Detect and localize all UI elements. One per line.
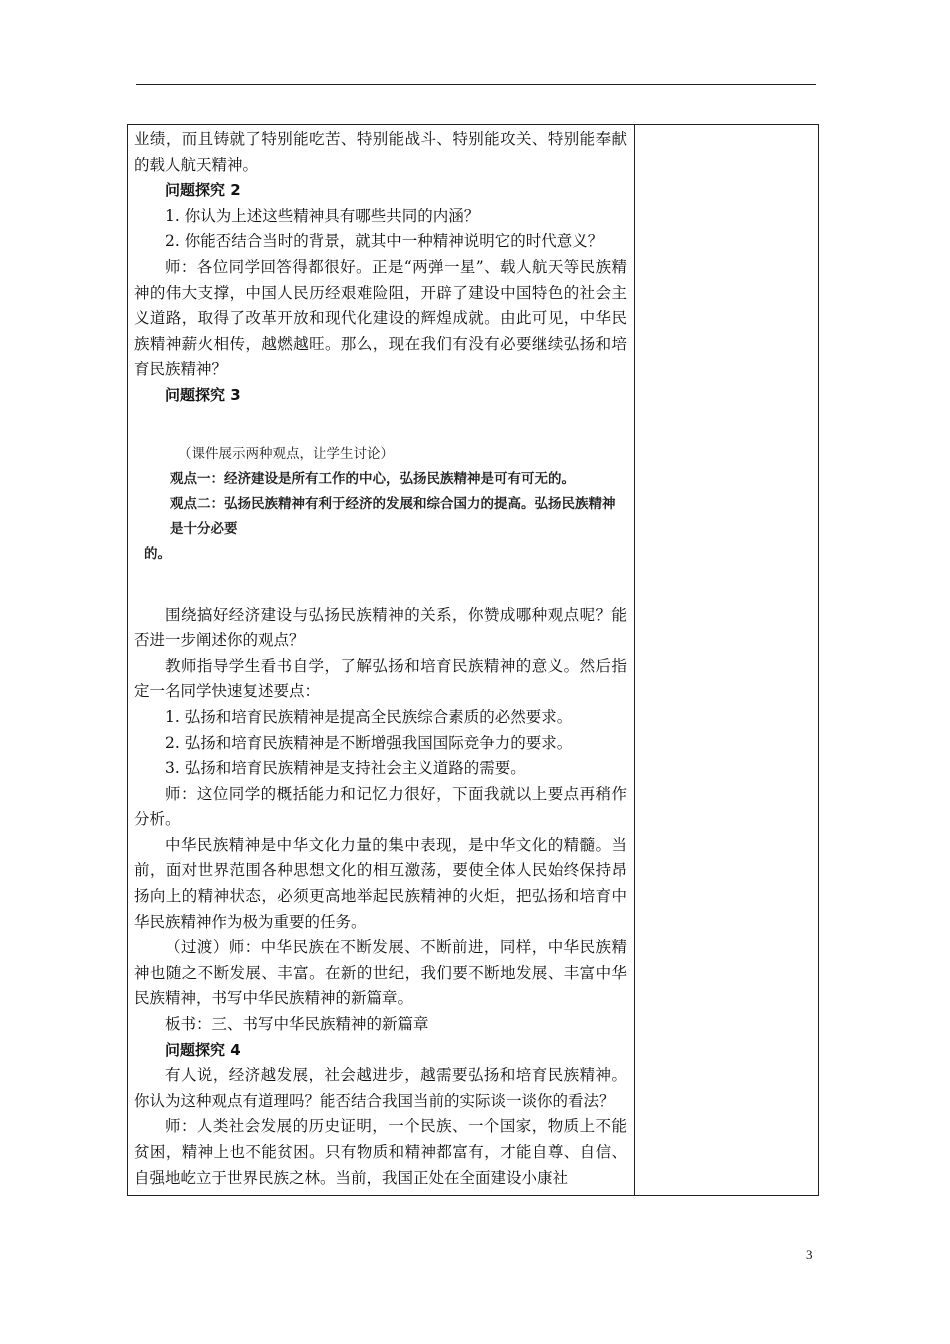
question-4: 有人说，经济越发展，社会越进步，越需要弘扬和培育民族精神。你认为这种观点有道理吗？能否结合我国当前的实际谈一谈你的看法？ (134, 1066, 627, 1110)
teacher-remark-2: 师：这位同学的概括能力和记忆力很好，下面我就以上要点再稍作分析。 (134, 784, 627, 829)
question-2-item-2: 2. 你能否结合当时的背景，就其中一种精神说明它的时代意义？ (165, 232, 604, 251)
slide-viewpoint-1: 观点一：经济建设是所有工作的中心，弘扬民族精神是可有可无的。 (170, 470, 575, 487)
spacer (134, 409, 627, 442)
question-2-item-1: 1. 你认为上述这些精神具有哪些共同的内涵？ (165, 206, 480, 225)
board-note: 板书：三、书写中华民族精神的新篇章 (165, 1015, 429, 1034)
transition-paragraph: （过渡）师：中华民族在不断发展、不断前进，同样，中华民族精神也随之不断发展、丰富。在新的世纪，我们要不断地发展、丰富中华民族精神，书写中华民族精神的新篇章。 (134, 938, 627, 1008)
heading-question-2: 问题探究 2 (165, 181, 241, 200)
column-divider (634, 125, 635, 1195)
slide-caption: （课件展示两种观点，让学生讨论） (178, 445, 394, 462)
page-number: 3 (806, 1247, 813, 1262)
key-point-3: 3. 弘扬和培育民族精神是支持社会主义道路的需要。 (165, 759, 526, 778)
key-point-1: 1. 弘扬和培育民族精神是提高全民族综合素质的必然要求。 (165, 707, 573, 726)
intro-paragraph: 业绩，而且铸就了特别能吃苦、特别能战斗、特别能攻关、特别能奉献的载人航天精神。 (134, 130, 627, 174)
teacher-remark-3: 师：人类社会发展的历史证明，一个民族、一个国家，物质上不能贫困，精神上也不能贫困。只有物质和精神都富有，才能自尊、自信、自强地屹立于世界民族之林。当前，我国正处在全面建设小康社 (134, 1117, 627, 1187)
discussion-prompt: 围绕搞好经济建设与弘扬民族精神的关系，你赞成哪种观点呢？能否进一步阐述你的观点？ (134, 605, 627, 650)
lesson-content-cell (128, 127, 634, 1191)
teacher-guidance: 教师指导学生看书自学，了解弘扬和培育民族精神的意义。然后指定一名同学快速复述要点： (134, 656, 627, 701)
spacer (134, 567, 627, 603)
analysis-paragraph: 中华民族精神是中华文化力量的集中表现，是中华文化的精髓。当前，面对世界范围各种思想文化的相互激荡，要使全体人民始终保持昂扬向上的精神状态，必须更高地举起民族精神的火炬，把弘扬和培育中华民族精神作为极为重要的任务。 (134, 835, 627, 931)
teacher-remark-1: 师：各位同学回答得都很好。正是“两弹一星”、载人航天等民族精神的伟大支撑，中国人民历经艰难险阻，开辟了建设中国特色的社会主义道路，取得了改革开放和现代化建设的辉煌成就。由此可见，中华民族精神薪火相传，越燃越旺。那么，现在我们有没有必要继续弘扬和培育民族精神？ (134, 257, 627, 379)
header-rule (136, 84, 816, 85)
key-point-2: 2. 弘扬和培育民族精神是不断增强我国国际竞争力的要求。 (165, 733, 573, 752)
slide-viewpoint-2: 观点二：弘扬民族精神有利于经济的发展和综合国力的提高。弘扬民族精神是十分必要 (170, 495, 616, 537)
lesson-table (127, 124, 819, 1196)
slide-viewpoint-2-wrap: 的。 (144, 545, 171, 562)
heading-question-3: 问题探究 3 (165, 385, 241, 404)
slide-excerpt (134, 442, 627, 567)
heading-question-4: 问题探究 4 (165, 1040, 241, 1059)
